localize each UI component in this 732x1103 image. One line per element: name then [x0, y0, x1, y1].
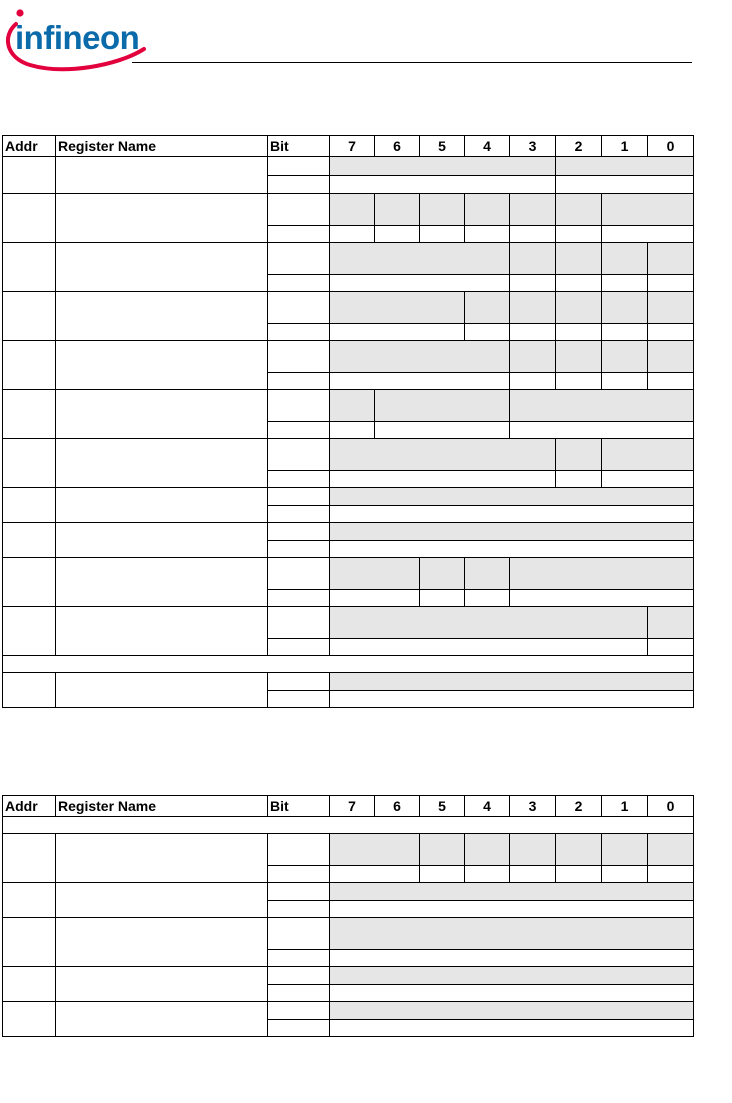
bit-1-header: 1 [602, 136, 648, 157]
bit-label-cell [268, 558, 330, 590]
register-table-1 [2, 135, 694, 708]
addr-cell [3, 523, 56, 558]
bit-6-header: 6 [375, 136, 420, 157]
bit-label-cell [268, 673, 330, 691]
field-name-cell [556, 194, 602, 226]
table-row [3, 439, 694, 471]
section-separator-cell [3, 817, 694, 834]
reset-value-cell [330, 1020, 694, 1037]
field-name-cell [330, 1002, 694, 1020]
bit-label-cell [268, 194, 330, 226]
bit-2-header: 2 [556, 136, 602, 157]
bit-label-cell [268, 439, 330, 471]
header-rule [132, 62, 692, 63]
field-name-cell [556, 341, 602, 373]
field-name-cell [648, 607, 694, 639]
bit-0-header: 0 [648, 796, 694, 817]
reset-value-cell [330, 176, 556, 194]
field-name-cell [556, 439, 602, 471]
reset-value-cell [602, 275, 648, 292]
reset-value-cell [556, 866, 602, 883]
register-name-cell [56, 390, 268, 439]
reset-value-cell [330, 950, 694, 967]
table-row [3, 292, 694, 324]
field-name-cell [510, 243, 556, 275]
register-name-cell [56, 558, 268, 607]
addr-cell [3, 488, 56, 523]
field-name-cell [330, 292, 465, 324]
reset-value-cell [556, 275, 602, 292]
reset-value-cell [556, 373, 602, 390]
field-name-cell [556, 157, 694, 176]
reset-value-cell [556, 471, 602, 488]
reset-value-cell [330, 373, 510, 390]
field-name-cell [602, 439, 694, 471]
reset-value-cell [330, 691, 694, 708]
addr-cell [3, 292, 56, 341]
field-name-cell [465, 194, 510, 226]
bit-label-cell [268, 390, 330, 422]
bit-header: Bit [268, 796, 330, 817]
register-table-2 [2, 795, 694, 1037]
reset-value-cell [330, 866, 420, 883]
bit-7-header: 7 [330, 796, 375, 817]
reset-value-cell [648, 373, 694, 390]
field-name-cell [465, 834, 510, 866]
bit-label-cell [268, 157, 330, 176]
table-header-row [3, 136, 694, 157]
reset-value-cell [330, 639, 648, 656]
addr-cell [3, 673, 56, 708]
field-name-cell [510, 834, 556, 866]
field-name-cell [420, 194, 465, 226]
register-name-cell [56, 967, 268, 1002]
field-name-cell [556, 243, 602, 275]
register-name-cell [56, 834, 268, 883]
reset-value-cell [510, 275, 556, 292]
bit-0-header: 0 [648, 136, 694, 157]
field-name-cell [465, 558, 510, 590]
bit-label-cell [268, 523, 330, 541]
reset-value-cell [465, 866, 510, 883]
field-name-cell [602, 194, 694, 226]
addr-cell [3, 157, 56, 194]
reset-label-cell [268, 639, 330, 656]
reset-value-cell [330, 471, 556, 488]
bit-4-header: 4 [465, 796, 510, 817]
table-row [3, 558, 694, 590]
table-header-row [3, 796, 694, 817]
reset-label-cell [268, 590, 330, 607]
register-name-cell [56, 157, 268, 194]
bit-label-cell [268, 607, 330, 639]
field-name-cell [648, 834, 694, 866]
field-name-cell [330, 439, 556, 471]
section-separator-row [3, 817, 694, 834]
reset-label-cell [268, 1020, 330, 1037]
field-name-cell [330, 157, 556, 176]
bit-label-cell [268, 918, 330, 950]
reset-value-cell [648, 275, 694, 292]
field-name-cell [330, 918, 694, 950]
reset-label-cell [268, 471, 330, 488]
register-name-header: Register Name [56, 136, 268, 157]
bit-label-cell [268, 834, 330, 866]
reset-label-cell [268, 541, 330, 558]
register-name-cell [56, 439, 268, 488]
reset-value-cell [556, 226, 602, 243]
field-name-cell [602, 341, 648, 373]
table-row [3, 488, 694, 506]
field-name-cell [648, 341, 694, 373]
field-name-cell [510, 558, 694, 590]
addr-cell [3, 607, 56, 656]
reset-label-cell [268, 275, 330, 292]
infineon-logo [2, 2, 152, 72]
table-row [3, 967, 694, 985]
field-name-cell [648, 292, 694, 324]
register-name-cell [56, 243, 268, 292]
field-name-cell [375, 390, 510, 422]
reset-value-cell [330, 985, 694, 1002]
reset-value-cell [510, 590, 694, 607]
addr-cell [3, 558, 56, 607]
field-name-cell [330, 341, 510, 373]
bit-3-header: 3 [510, 136, 556, 157]
field-name-cell [330, 558, 420, 590]
reset-label-cell [268, 901, 330, 918]
field-name-cell [330, 834, 420, 866]
field-name-cell [330, 673, 694, 691]
reset-label-cell [268, 866, 330, 883]
field-name-cell [330, 523, 694, 541]
bit-6-header: 6 [375, 796, 420, 817]
reset-value-cell [648, 639, 694, 656]
bit-2-header: 2 [556, 796, 602, 817]
reset-value-cell [375, 422, 510, 439]
register-name-cell [56, 523, 268, 558]
addr-header: Addr [3, 796, 56, 817]
field-name-cell [330, 243, 510, 275]
table-row [3, 607, 694, 639]
field-name-cell [330, 488, 694, 506]
field-name-cell [330, 390, 375, 422]
table-row [3, 157, 694, 176]
register-name-cell [56, 607, 268, 656]
bit-3-header: 3 [510, 796, 556, 817]
reset-value-cell [330, 275, 510, 292]
register-name-cell [56, 1002, 268, 1037]
reset-value-cell [556, 176, 694, 194]
field-name-cell [648, 243, 694, 275]
table-row [3, 341, 694, 373]
reset-value-cell [465, 226, 510, 243]
section-separator-row [3, 656, 694, 673]
reset-value-cell [330, 541, 694, 558]
reset-label-cell [268, 691, 330, 708]
reset-label-cell [268, 176, 330, 194]
bit-label-cell [268, 967, 330, 985]
reset-value-cell [602, 866, 648, 883]
reset-value-cell [510, 226, 556, 243]
table-row [3, 523, 694, 541]
table-row [3, 834, 694, 866]
reset-value-cell [602, 324, 648, 341]
bit-label-cell [268, 341, 330, 373]
reset-value-cell [510, 422, 694, 439]
reset-value-cell [556, 324, 602, 341]
field-name-cell [330, 607, 648, 639]
field-name-cell [510, 390, 694, 422]
field-name-cell [510, 292, 556, 324]
section-separator-cell [3, 656, 694, 673]
reset-value-cell [510, 866, 556, 883]
reset-value-cell [648, 866, 694, 883]
table-row [3, 243, 694, 275]
register-name-cell [56, 341, 268, 390]
addr-cell [3, 1002, 56, 1037]
addr-cell [3, 439, 56, 488]
reset-label-cell [268, 226, 330, 243]
bit-header: Bit [268, 136, 330, 157]
table-row [3, 194, 694, 226]
addr-cell [3, 883, 56, 918]
bit-label-cell [268, 243, 330, 275]
addr-header: Addr [3, 136, 56, 157]
register-name-header: Register Name [56, 796, 268, 817]
addr-cell [3, 390, 56, 439]
bit-7-header: 7 [330, 136, 375, 157]
addr-cell [3, 194, 56, 243]
field-name-cell [556, 292, 602, 324]
bit-5-header: 5 [420, 796, 465, 817]
addr-cell [3, 918, 56, 967]
reset-value-cell [602, 373, 648, 390]
reset-label-cell [268, 324, 330, 341]
field-name-cell [330, 883, 694, 901]
addr-cell [3, 341, 56, 390]
reset-value-cell [420, 590, 465, 607]
reset-value-cell [602, 471, 694, 488]
table-row [3, 918, 694, 950]
reset-label-cell [268, 506, 330, 523]
reset-label-cell [268, 373, 330, 390]
reset-value-cell [648, 324, 694, 341]
addr-cell [3, 967, 56, 1002]
register-name-cell [56, 673, 268, 708]
field-name-cell [556, 834, 602, 866]
reset-value-cell [330, 506, 694, 523]
reset-value-cell [330, 901, 694, 918]
bit-label-cell [268, 883, 330, 901]
bit-label-cell [268, 488, 330, 506]
field-name-cell [375, 194, 420, 226]
field-name-cell [330, 967, 694, 985]
bit-label-cell [268, 1002, 330, 1020]
field-name-cell [602, 834, 648, 866]
reset-value-cell [465, 324, 510, 341]
reset-value-cell [420, 226, 465, 243]
table-row [3, 390, 694, 422]
reset-value-cell [602, 226, 694, 243]
register-name-cell [56, 292, 268, 341]
reset-value-cell [330, 226, 375, 243]
reset-label-cell [268, 950, 330, 967]
field-name-cell [420, 834, 465, 866]
field-name-cell [602, 292, 648, 324]
logo-wordmark: infineon [15, 19, 140, 56]
field-name-cell [602, 243, 648, 275]
addr-cell [3, 243, 56, 292]
reset-value-cell [510, 324, 556, 341]
register-name-cell [56, 488, 268, 523]
bit-5-header: 5 [420, 136, 465, 157]
bit-label-cell [268, 292, 330, 324]
addr-cell [3, 834, 56, 883]
reset-value-cell [510, 373, 556, 390]
reset-value-cell [465, 590, 510, 607]
reset-value-cell [375, 226, 420, 243]
field-name-cell [510, 341, 556, 373]
reset-value-cell [330, 422, 375, 439]
table-row [3, 883, 694, 901]
register-name-cell [56, 194, 268, 243]
register-name-cell [56, 883, 268, 918]
reset-label-cell [268, 422, 330, 439]
field-name-cell [330, 194, 375, 226]
reset-value-cell [330, 324, 465, 341]
reset-value-cell [330, 590, 420, 607]
reset-value-cell [420, 866, 465, 883]
table-row [3, 673, 694, 691]
bit-1-header: 1 [602, 796, 648, 817]
field-name-cell [510, 194, 556, 226]
register-name-cell [56, 918, 268, 967]
bit-4-header: 4 [465, 136, 510, 157]
field-name-cell [420, 558, 465, 590]
field-name-cell [465, 292, 510, 324]
reset-label-cell [268, 985, 330, 1002]
table-row [3, 1002, 694, 1020]
